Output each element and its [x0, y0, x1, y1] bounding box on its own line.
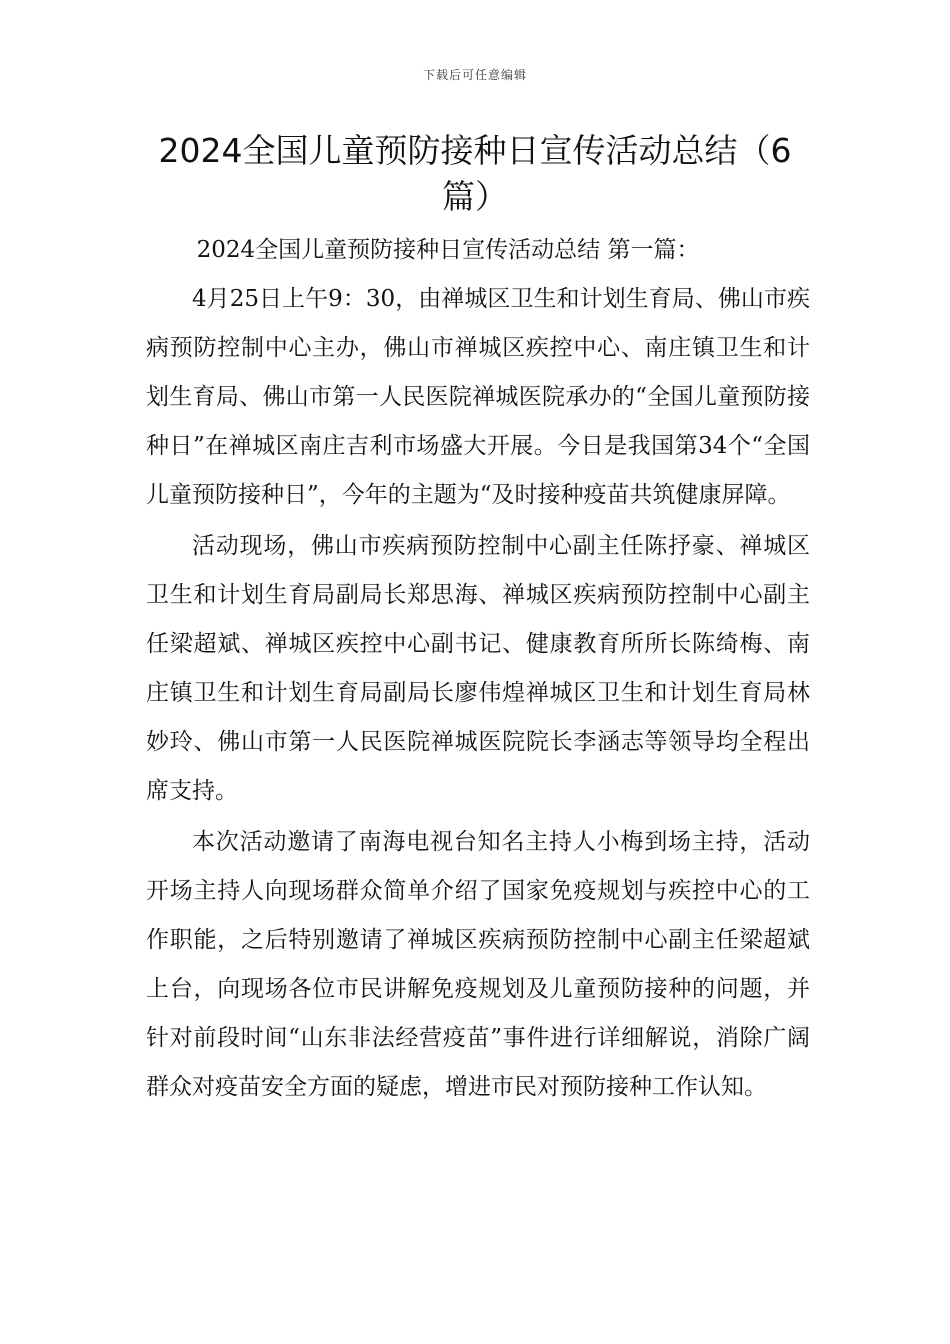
page-header-note: 下载后可任意编辑 [422, 68, 527, 82]
paragraph-2: 活动现场，佛山市疾病预防控制中心副主任陈抒豪、禅城区卫生和计划生育局副局长郑思海、禅城区疾病预防控制中心副主任梁超斌、禅城区疾控中心副书记、健康教育所所长陈绮梅、南庄镇卫生和计划生育局副局长廖伟煌禅城区卫生和计划生育局林妙玲、佛山市第一人民医院禅城医院院长李涵志等领导均全程出席支持。 [146, 533, 810, 804]
document-body [146, 226, 810, 1112]
section-subheading: 2024全国儿童预防接种日宣传活动总结 第一篇： [196, 237, 700, 263]
document-title: 2024全国儿童预防接种日宣传活动总结（6篇） [158, 131, 792, 216]
paragraph-3: 本次活动邀请了南海电视台知名主持人小梅到场主持，活动开场主持人向现场群众简单介绍了国家免疫规划与疾控中心的工作职能，之后特别邀请了禅城区疾病预防控制中心副主任梁超斌上台，向现场各位市民讲解免疫规划及儿童预防接种的问题，并针对前段时间“山东非法经营疫苗”事件进行详细解说，消除广阔群众对疫苗安全方面的疑虑，增进市民对预防接种工作认知。 [146, 829, 810, 1100]
paragraph-1: 4月25日上午9：30，由禅城区卫生和计划生育局、佛山市疾病预防控制中心主办，佛山市禅城区疾控中心、南庄镇卫生和计划生育局、佛山市第一人民医院禅城医院承办的“全国儿童预防接种日”在禅城区南庄吉利市场盛大开展。今日是我国第34个“全国儿童预防接种日”，今年的主题为“及时接种疫苗共筑健康屏障。 [146, 286, 810, 508]
